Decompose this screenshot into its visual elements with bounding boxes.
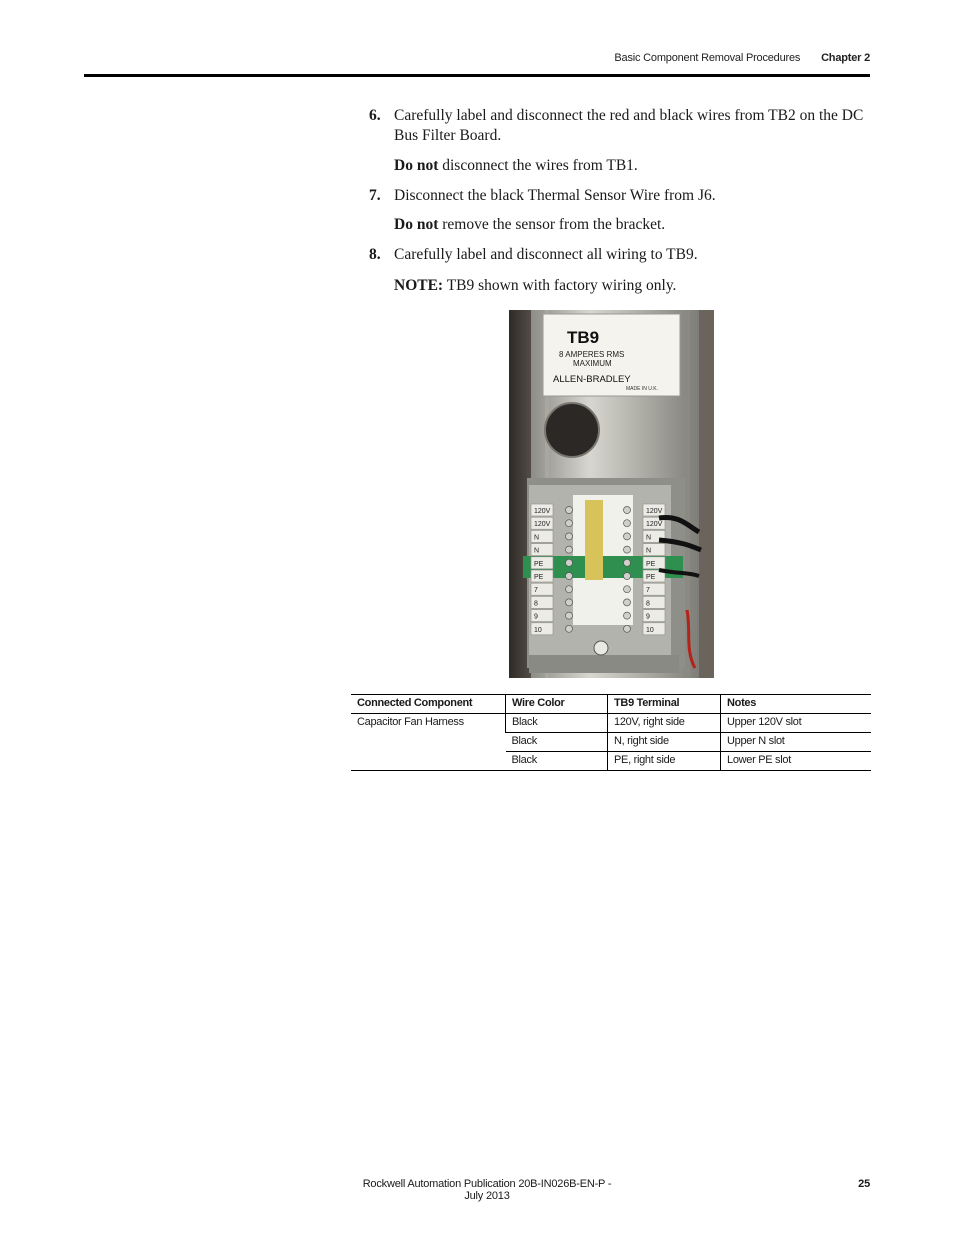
label-origin: MADE IN U.K. (626, 386, 658, 392)
tb9-terminal-photo (509, 310, 714, 678)
procedure-steps (369, 106, 869, 296)
terminal-label-right: N (646, 534, 652, 542)
step-number: 8. (369, 246, 381, 263)
page-number: 25 (858, 1178, 870, 1190)
column-header-notes: Notes (721, 695, 872, 714)
note-bold: NOTE: (394, 277, 444, 294)
note-text: disconnect the wires from TB1. (438, 157, 638, 174)
terminal-screw (624, 533, 631, 540)
terminal-label-right: 7 (646, 587, 650, 595)
terminal-screw (566, 546, 573, 553)
column-header-terminal: TB9 Terminal (608, 695, 721, 714)
terminal-label-left: 8 (534, 600, 538, 608)
column-header-wire-color: Wire Color (506, 695, 608, 714)
step-number: 7. (369, 187, 381, 204)
terminal-screw (624, 573, 631, 580)
label-line-1: 8 AMPERES RMS (559, 350, 625, 359)
table-row (351, 714, 871, 733)
running-header (614, 52, 870, 64)
terminal-label-right: PE (646, 560, 656, 568)
tb9-photo-illustration (509, 310, 714, 678)
cell-wire-color: Black (506, 733, 608, 752)
step-text: Carefully label and disconnect the red and black wires from TB2 on the DC Bus Filter Board. (394, 107, 864, 144)
label-title: TB9 (567, 328, 600, 347)
step-note (394, 276, 869, 296)
terminal-screw (624, 546, 631, 553)
cell-notes: Lower PE slot (721, 752, 872, 771)
terminal-label-left: 9 (534, 613, 538, 621)
terminal-screw (624, 507, 631, 514)
step-6 (369, 106, 869, 146)
terminal-screw (566, 520, 573, 527)
step-note (394, 156, 869, 176)
terminal-screw (624, 625, 631, 632)
step-8 (369, 245, 869, 265)
terminal-screw (566, 612, 573, 619)
terminal-label-right: 8 (646, 600, 650, 608)
terminal-screw (624, 586, 631, 593)
cell-wire-color: Black (506, 714, 608, 733)
terminal-label-right: PE (646, 574, 656, 581)
terminal-label-left: PE (534, 560, 544, 568)
cell-component: Capacitor Fan Harness (351, 714, 506, 771)
terminal-screw (566, 573, 573, 580)
terminal-label-right: 120V (646, 521, 663, 529)
terminal-screw (566, 559, 573, 566)
terminal-label-left: N (534, 534, 540, 542)
label-brand: ALLEN-BRADLEY (553, 374, 631, 385)
cell-notes: Upper 120V slot (721, 714, 872, 733)
terminal-screw (624, 520, 631, 527)
cell-terminal: 120V, right side (608, 714, 721, 733)
terminal-screw (624, 612, 631, 619)
step-text: Disconnect the black Thermal Sensor Wire from J6. (394, 187, 716, 204)
note-bold: Do not (394, 216, 439, 233)
terminal-label-left: 120V (534, 508, 551, 515)
terminal-label-right: 10 (646, 626, 654, 634)
terminal-screw (566, 507, 573, 514)
terminal-label-left: 120V (534, 521, 551, 529)
terminal-label-left: PE (534, 574, 544, 581)
wiring-table (351, 694, 871, 771)
terminal-label-left: 7 (534, 587, 538, 595)
label-line-2: MAXIMUM (573, 359, 612, 368)
terminal-screw (566, 533, 573, 540)
step-7 (369, 186, 869, 206)
header-rule (84, 74, 870, 77)
cell-terminal: N, right side (608, 733, 721, 752)
cell-terminal: PE, right side (608, 752, 721, 771)
table-header-row (351, 695, 871, 714)
terminal-screw (566, 599, 573, 606)
note-text: remove the sensor from the bracket. (438, 216, 666, 233)
terminal-label-left: 10 (534, 626, 542, 634)
terminal-label-right: N (646, 547, 652, 555)
terminal-label-right: 9 (646, 613, 650, 621)
terminal-screw (566, 625, 573, 632)
note-bold: Do not (394, 157, 439, 174)
footer-publication: Rockwell Automation Publication 20B-IN026B-EN-P - July 2013 (362, 1178, 612, 1202)
header-chapter: Chapter 2 (821, 52, 870, 64)
header-section-title: Basic Component Removal Procedures (614, 52, 801, 64)
column-header-component: Connected Component (351, 695, 506, 714)
terminal-screw (624, 599, 631, 606)
cell-wire-color: Black (506, 752, 608, 771)
step-note (394, 215, 869, 235)
step-text: Carefully label and disconnect all wiring to TB9. (394, 246, 698, 263)
step-number: 6. (369, 107, 381, 124)
terminal-label-left: N (534, 547, 540, 555)
cell-notes: Upper N slot (721, 733, 872, 752)
terminal-label-right: 120V (646, 508, 663, 515)
terminal-screw (566, 586, 573, 593)
terminal-screw (624, 559, 631, 566)
note-text: TB9 shown with factory wiring only. (443, 277, 677, 294)
